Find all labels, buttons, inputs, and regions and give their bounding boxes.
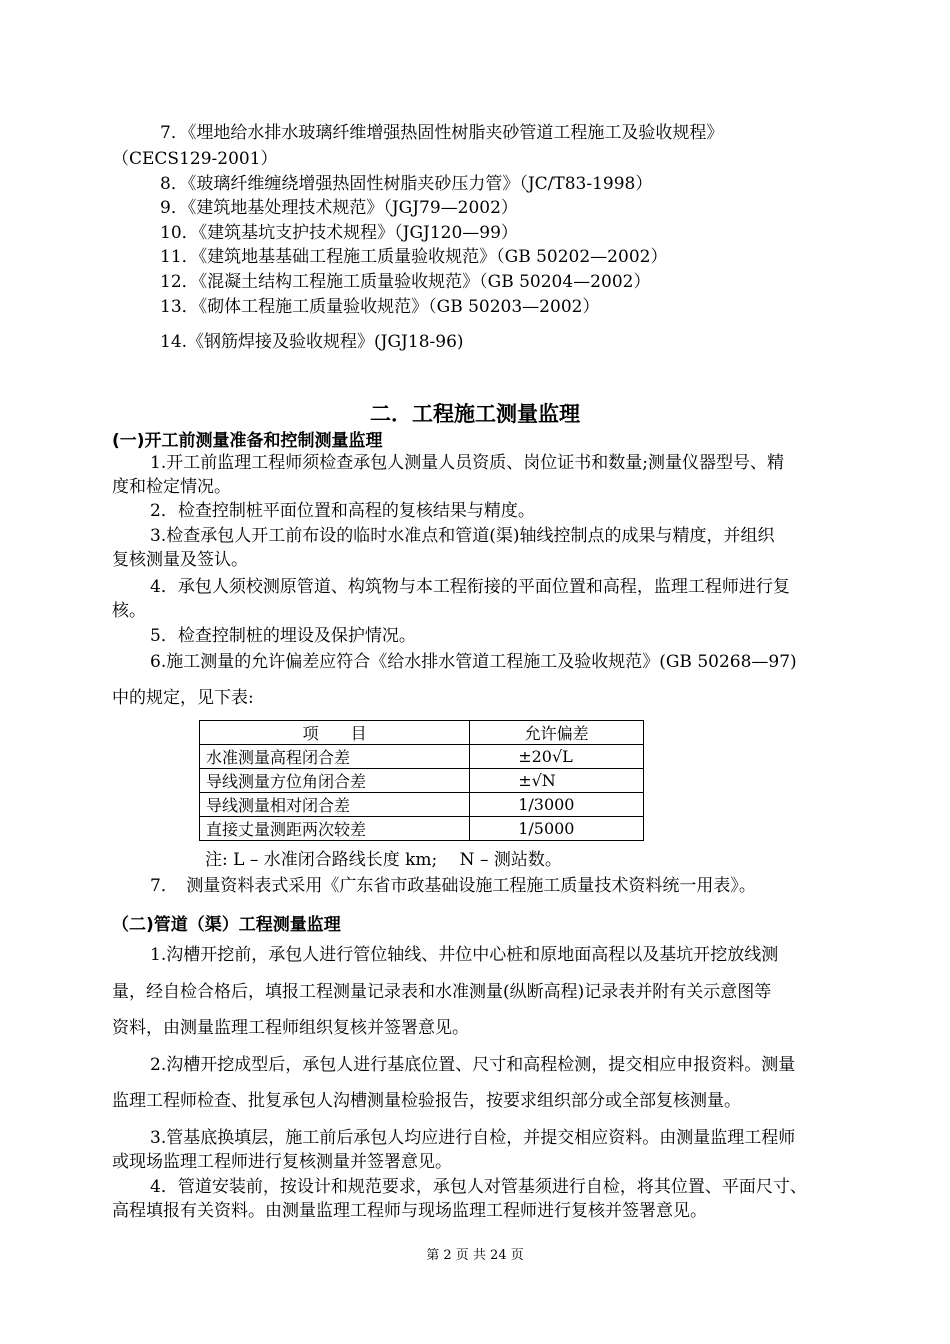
- paragraph-line: 中的规定，见下表:: [112, 688, 254, 708]
- reference-item: 12．《混凝土结构工程施工质量验收规范》（GB 50204—2002）: [160, 272, 651, 292]
- table-row: [200, 769, 644, 793]
- reference-item: （CECS129-2001）: [112, 149, 278, 169]
- paragraph-line: 6.施工测量的允许偏差应符合《给水排水管道工程施工及验收规范》(GB 50268—97): [150, 652, 797, 672]
- paragraph-line: 1.开工前监理工程师须检查承包人测量人员资质、岗位证书和数量;测量仪器型号、精: [150, 453, 784, 473]
- table-header-row: [200, 721, 644, 745]
- table-row: [200, 817, 644, 841]
- paragraph-line: 或现场监理工程师进行复核测量并签署意见。: [112, 1152, 452, 1172]
- paragraph-line: 1.沟槽开挖前，承包人进行管位轴线、井位中心桩和原地面高程以及基坑开挖放线测: [150, 945, 779, 965]
- paragraph-line: 高程填报有关资料。由测量监理工程师与现场监理工程师进行复核并签署意见。: [112, 1201, 707, 1221]
- paragraph-line: 复核测量及签认。: [112, 550, 248, 570]
- table-header: 项 目: [200, 721, 470, 745]
- paragraph-line: 3.检查承包人开工前布设的临时水准点和管道(渠)轴线控制点的成果与精度，并组织: [150, 526, 775, 546]
- paragraph-line: 量，经自检合格后，填报工程测量记录表和水准测量(纵断高程)记录表并附有关示意图等: [112, 982, 772, 1002]
- table-cell: 1/3000: [470, 793, 644, 817]
- paragraph-line: 2．检查控制桩平面位置和高程的复核结果与精度。: [150, 501, 535, 521]
- paragraph-line: 2.沟槽开挖成型后，承包人进行基底位置、尺寸和高程检测，提交相应申报资料。测量: [150, 1055, 796, 1075]
- table-cell: 水准测量高程闭合差: [200, 745, 470, 769]
- table-cell: 导线测量方位角闭合差: [200, 769, 470, 793]
- paragraph-line: 7． 测量资料表式采用《广东省市政基础设施工程施工质量技术资料统一用表》。: [150, 876, 756, 896]
- paragraph-line: 资料，由测量监理工程师组织复核并签署意见。: [112, 1018, 469, 1038]
- tolerance-table: [199, 720, 644, 841]
- paragraph-line: 4．管道安装前，按设计和规范要求，承包人对管基须进行自检，将其位置、平面尺寸、: [150, 1177, 807, 1197]
- reference-item: 14.《钢筋焊接及验收规程》(JGJ18-96): [160, 332, 464, 352]
- table-header: 允许偏差: [470, 721, 644, 745]
- subsection-heading: (一)开工前测量准备和控制测量监理: [112, 431, 383, 451]
- reference-item: 9．《建筑地基处理技术规范》（JGJ79—2002）: [160, 198, 518, 218]
- paragraph-line: 4．承包人须校测原管道、构筑物与本工程衔接的平面位置和高程，监理工程师进行复: [150, 577, 790, 597]
- paragraph-line: 度和检定情况。: [112, 477, 231, 497]
- section-title: 二．工程施工测量监理: [370, 402, 580, 426]
- reference-item: 7．《埋地给水排水玻璃纤维增强热固性树脂夹砂管道工程施工及验收规程》: [160, 123, 724, 143]
- paragraph-line: 核。: [112, 601, 146, 621]
- table-cell: 1/5000: [470, 817, 644, 841]
- table-cell: ±√N: [470, 769, 644, 793]
- reference-item: 11．《建筑地基基础工程施工质量验收规范》（GB 50202—2002）: [160, 247, 668, 267]
- table-row: [200, 745, 644, 769]
- paragraph-line: 监理工程师检查、批复承包人沟槽测量检验报告，按要求组织部分或全部复核测量。: [112, 1091, 741, 1111]
- table-cell: 导线测量相对闭合差: [200, 793, 470, 817]
- table-row: [200, 793, 644, 817]
- page-footer: 第 2 页 共 24 页: [426, 1248, 524, 1263]
- paragraph-line: 5．检查控制桩的埋设及保护情况。: [150, 626, 416, 646]
- reference-item: 10．《建筑基坑支护技术规程》（JGJ120—99）: [160, 223, 518, 243]
- reference-item: 13．《砌体工程施工质量验收规范》（GB 50203—2002）: [160, 297, 600, 317]
- reference-item: 8．《玻璃纤维缠绕增强热固性树脂夹砂压力管》（JC/T83-1998）: [160, 174, 653, 194]
- paragraph-line: 3.管基底换填层，施工前后承包人均应进行自检，并提交相应资料。由测量监理工程师: [150, 1128, 796, 1148]
- table-cell: 直接丈量测距两次较差: [200, 817, 470, 841]
- subsection-heading: （二)管道（渠）工程测量监理: [112, 915, 341, 935]
- table-cell: ±20√L: [470, 745, 644, 769]
- table-note: 注: L – 水准闭合路线长度 km; N – 测站数。: [205, 850, 562, 870]
